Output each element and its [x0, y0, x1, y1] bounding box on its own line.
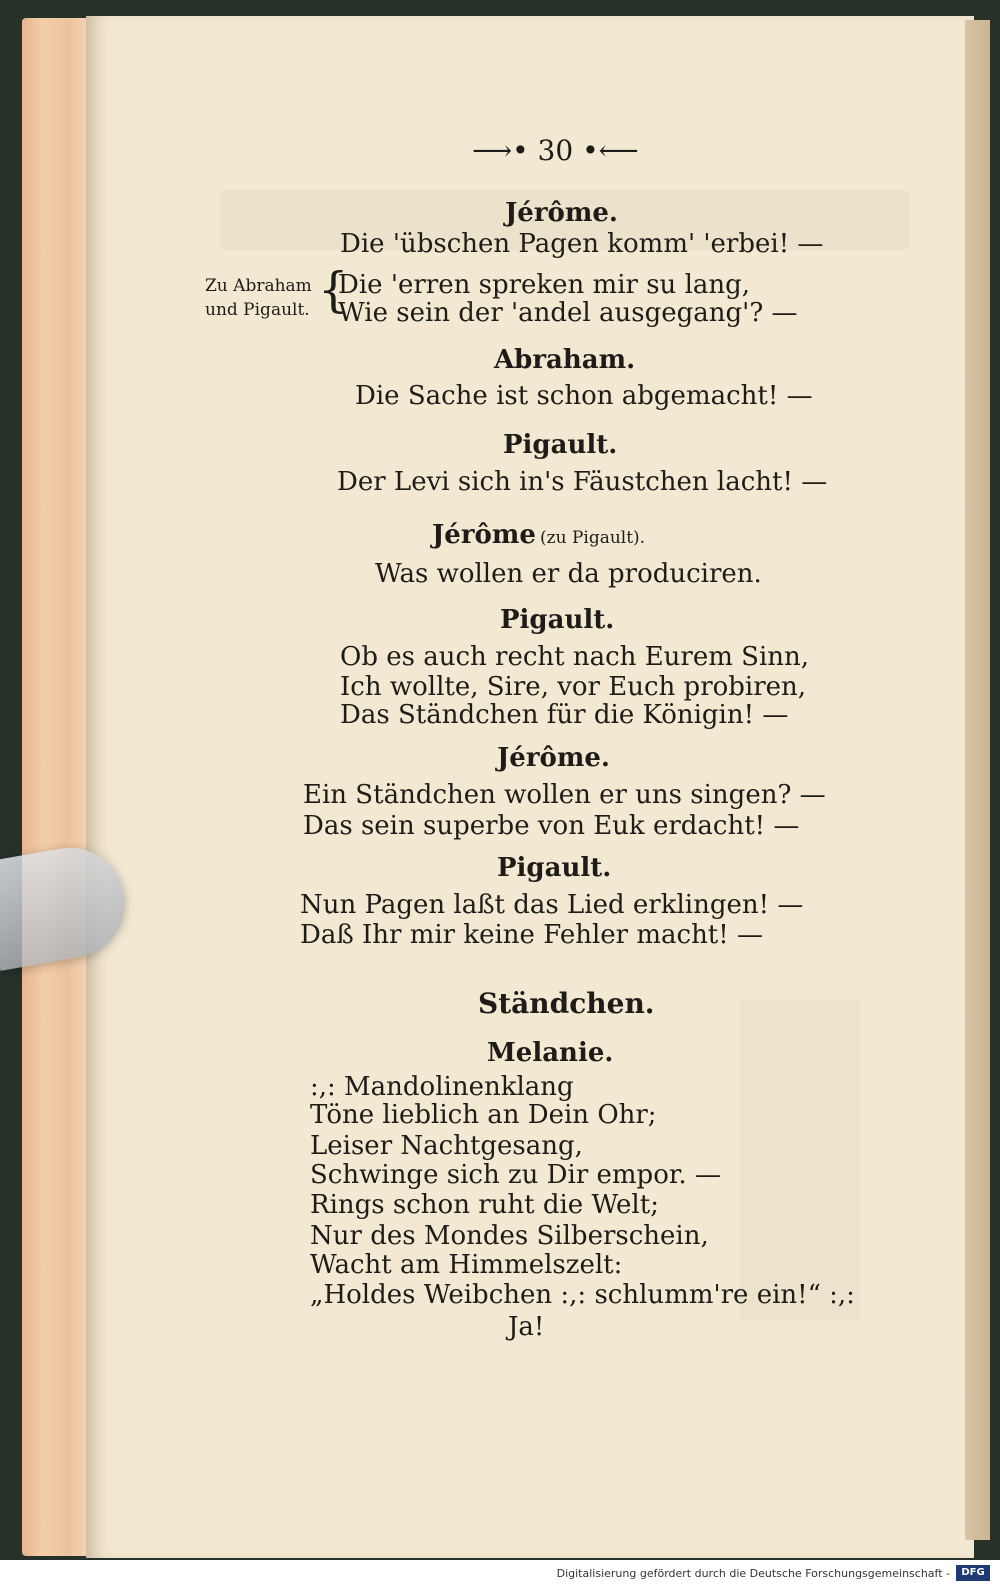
speaker-name: Melanie.	[487, 1038, 614, 1068]
verse-line: Ja!	[508, 1312, 545, 1342]
speaker-name: Pigault.	[500, 605, 615, 635]
verse-line: Ein Ständchen wollen er uns singen? —	[303, 780, 826, 810]
bleed-through-shadow	[740, 1000, 860, 1320]
verse-line: Schwinge sich zu Dir empor. —	[310, 1160, 721, 1190]
verse-line: Töne lieblich an Dein Ohr;	[310, 1100, 657, 1130]
verse-line: Ob es auch recht nach Eurem Sinn,	[340, 642, 810, 672]
verse-line: Die 'erren spreken mir su lang,	[338, 270, 751, 300]
verse-line: Wie sein der 'andel ausgegang'? —	[338, 298, 798, 328]
verse-line: Leiser Nachtgesang,	[310, 1131, 583, 1161]
speaker-name: Abraham.	[494, 345, 636, 375]
verse-line: Nun Pagen laßt das Lied erklingen! —	[300, 890, 804, 920]
brace-bracket: {	[318, 262, 349, 318]
verse-line: Die Sache ist schon abgemacht! —	[355, 381, 813, 411]
book-right-edge	[965, 20, 990, 1540]
speaker-name: Pigault.	[503, 430, 618, 460]
verse-line: Wacht am Himmelszelt:	[310, 1250, 623, 1280]
speaker-name: Pigault.	[497, 853, 612, 883]
speaker-name: Jérôme.	[497, 743, 610, 773]
stage-direction: (zu Pigault).	[540, 528, 646, 548]
digitization-credit: Digitalisierung gefördert durch die Deutsche Forschungsgemeinschaft -	[556, 1567, 950, 1580]
verse-line: Das sein superbe von Euk erdacht! —	[303, 811, 800, 841]
section-heading: Ständchen.	[478, 987, 655, 1020]
verse-line: Ich wollte, Sire, vor Euch probiren,	[340, 672, 807, 702]
verse-line: „Holdes Weibchen :,: schlumm're ein!“ :,:	[310, 1280, 855, 1310]
verse-line: Was wollen er da produciren.	[375, 559, 762, 589]
verse-line: :,: Mandolinenklang	[310, 1072, 574, 1102]
stage-direction: Zu Abraham und Pigault.	[205, 276, 312, 320]
dfg-logo: DFG	[956, 1565, 990, 1581]
verse-line: Rings schon ruht die Welt;	[310, 1190, 659, 1220]
verse-line: Das Ständchen für die Königin! —	[340, 700, 789, 730]
verse-line: Der Levi sich in's Fäustchen lacht! —	[337, 467, 828, 497]
verse-line: Die 'übschen Pagen komm' 'erbei! —	[340, 229, 824, 259]
verse-line: Daß Ihr mir keine Fehler macht! —	[300, 920, 763, 950]
speaker-name: Jérôme	[432, 520, 536, 550]
speaker-name: Jérôme.	[505, 198, 618, 228]
page-number: ⟶• 30 •⟵	[472, 134, 639, 167]
verse-line: Nur des Mondes Silberschein,	[310, 1221, 709, 1251]
